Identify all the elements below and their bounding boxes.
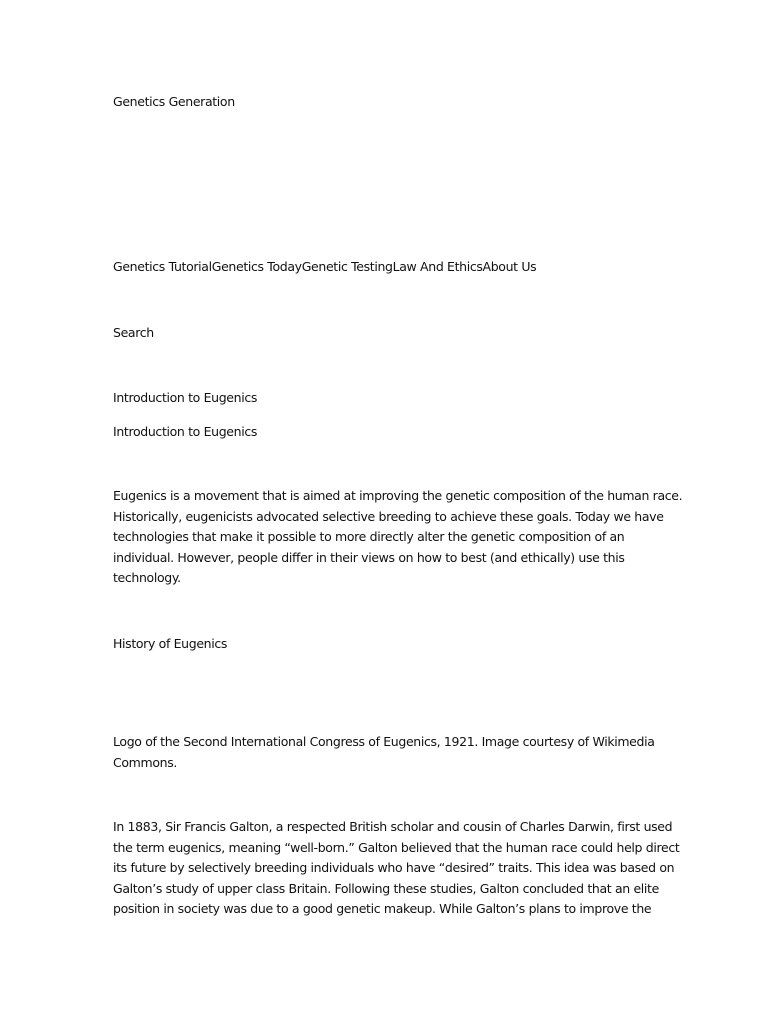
galton-paragraph xyxy=(113,817,679,920)
nav-menu xyxy=(113,257,536,278)
paragraph-line: the term eugenics, meaning “well-born.” Galton believed that the human race could help direct xyxy=(113,839,680,855)
nav-item-genetics-tutorial[interactable]: Genetics Tutorial xyxy=(113,259,212,274)
paragraph-line: technologies that make it possible to more directly alter the genetic composition of an xyxy=(113,529,625,544)
site-title: Genetics Generation xyxy=(113,94,235,109)
caption-line: Logo of the Second International Congress of Eugenics, 1921. Image courtesy of Wikimedia xyxy=(113,734,655,749)
nav-item-genetic-testing[interactable]: Genetic Testing xyxy=(301,259,393,274)
paragraph-line: In 1883, Sir Francis Galton, a respected British scholar and cousin of Charles Darwin, first used xyxy=(113,819,673,834)
nav-item-law-and-ethics[interactable]: Law And Ethics xyxy=(392,259,483,274)
paragraph-line: position in society was due to a good genetic makeup. While Galton’s plans to improve the xyxy=(113,901,652,916)
paragraph-line: individual. However, people differ in their views on how to best (and ethically) use this xyxy=(113,549,625,565)
search-label[interactable]: Search xyxy=(113,325,154,340)
history-heading: History of Eugenics xyxy=(113,636,228,651)
paragraph-line: Historically, eugenicists advocated selective breeding to achieve these goals. Today we have xyxy=(113,508,664,524)
article-heading: Introduction to Eugenics xyxy=(113,390,258,405)
paragraph-line: Eugenics is a movement that is aimed at improving the genetic composition of the human race. xyxy=(113,488,683,503)
paragraph-line: Galton’s study of upper class Britain. Following these studies, Galton concluded that an elite xyxy=(113,880,659,896)
caption-line: Commons. xyxy=(113,754,177,770)
article-subheading: Introduction to Eugenics xyxy=(113,424,258,439)
intro-paragraph xyxy=(113,486,682,589)
nav-item-genetics-today[interactable]: Genetics Today xyxy=(211,259,302,274)
image-caption xyxy=(113,732,655,773)
nav-item-about-us[interactable]: About Us xyxy=(482,259,537,274)
paragraph-line: its future by selectively breeding individuals who have “desired” traits. This idea was based on xyxy=(113,860,675,875)
paragraph-line: technology. xyxy=(113,570,181,585)
